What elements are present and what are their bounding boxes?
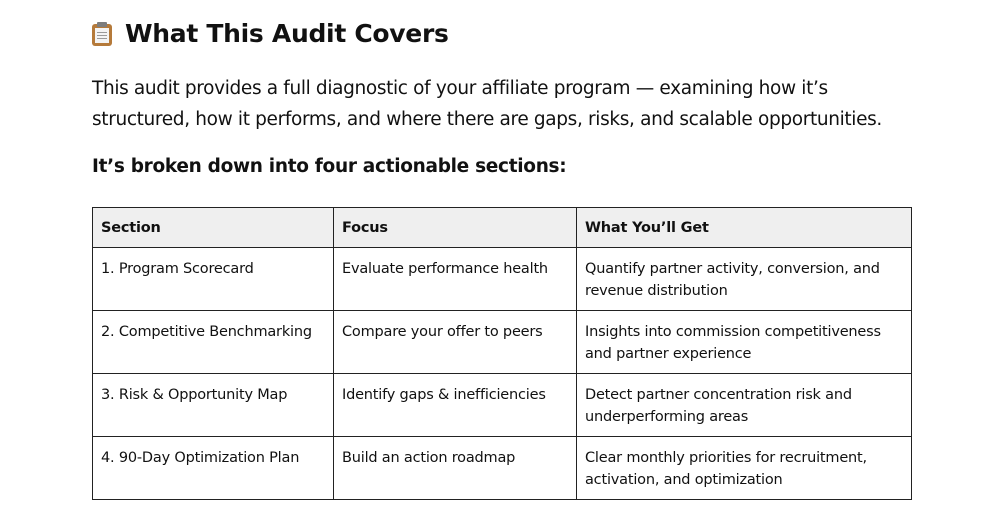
header-focus: Focus xyxy=(334,208,577,248)
cell-section: 1. Program Scorecard xyxy=(93,248,334,311)
cell-what-youll-get: Detect partner concentration risk and underperforming areas xyxy=(577,374,912,437)
intro-line-2: structured, how it performs, and where there are gaps, risks, and scalable opportunities. xyxy=(92,109,882,130)
section-heading xyxy=(92,17,449,49)
cell-section: 3. Risk & Opportunity Map xyxy=(93,374,334,437)
cell-focus: Build an action roadmap xyxy=(334,437,577,500)
clipboard-icon xyxy=(92,22,112,46)
table-row xyxy=(93,437,912,500)
table-header-row xyxy=(93,208,912,248)
cell-what-youll-get: Insights into commission competitiveness and partner experience xyxy=(577,311,912,374)
table-row xyxy=(93,248,912,311)
cell-focus: Evaluate performance health xyxy=(334,248,577,311)
sections-subheading: It’s broken down into four actionable sections: xyxy=(92,156,567,177)
heading-title: What This Audit Covers xyxy=(125,18,449,48)
table-row xyxy=(93,311,912,374)
cell-what-youll-get: Clear monthly priorities for recruitment, activation, and optimization xyxy=(577,437,912,500)
cell-focus: Identify gaps & inefficiencies xyxy=(334,374,577,437)
cell-what-youll-get: Quantify partner activity, conversion, and revenue distribution xyxy=(577,248,912,311)
cell-section: 4. 90-Day Optimization Plan xyxy=(93,437,334,500)
cell-section: 2. Competitive Benchmarking xyxy=(93,311,334,374)
header-section: Section xyxy=(93,208,334,248)
intro-paragraph xyxy=(92,73,922,135)
header-what-youll-get: What You’ll Get xyxy=(577,208,912,248)
intro-line-1: This audit provides a full diagnostic of your affiliate program — examining how it’s xyxy=(92,78,828,99)
cell-focus: Compare your offer to peers xyxy=(334,311,577,374)
sections-table xyxy=(92,207,912,500)
table-row xyxy=(93,374,912,437)
